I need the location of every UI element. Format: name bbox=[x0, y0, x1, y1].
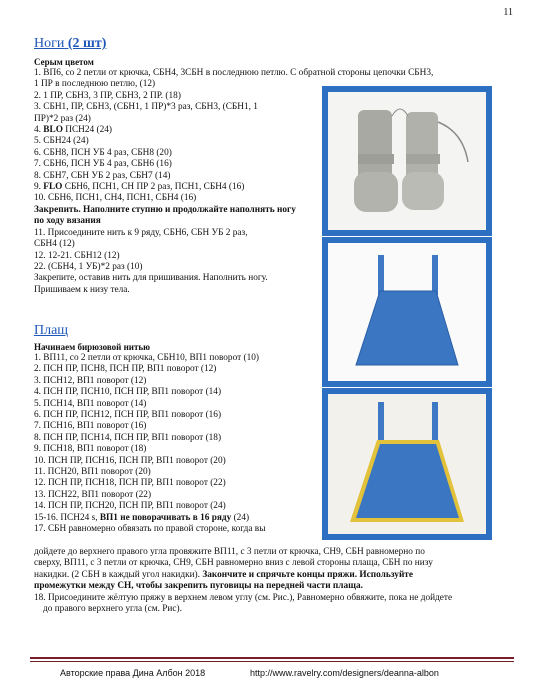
cloak-step: 13. ПСН22, ВП1 поворот (22) bbox=[34, 489, 152, 500]
legs-step: СБН4 (12) bbox=[34, 239, 75, 250]
legs-step: 7. СБН6, ПСН УБ 4 раз, СБН6 (16) bbox=[34, 159, 172, 170]
cloak-step-18-cont: до правого верхнего угла (см. Рис). bbox=[43, 604, 182, 615]
footer-url[interactable]: http://www.ravelry.com/designers/deanna-albon bbox=[250, 668, 439, 678]
legs-step: Пришиваем к низу тела. bbox=[34, 284, 130, 295]
legs-step: 6. СБН8, ПСН УБ 4 раз, СБН8 (20) bbox=[34, 147, 172, 158]
legs-step: 5. СБН24 (24) bbox=[34, 136, 89, 147]
cloak-step: 8. ПСН ПР, ПСН14, ПСН ПР, ВП1 поворот (18) bbox=[34, 432, 222, 443]
legs-step: 1. ВП6, со 2 петли от крючка, СБН4, 3СБН в последнюю петлю. С обратной стороны цепочки СБН3, bbox=[34, 68, 434, 78]
legs-step: 12. 12-21. СБН12 (12) bbox=[34, 250, 120, 261]
crochet-boots-image bbox=[328, 92, 486, 230]
cloak-step-18: 18. Присоедините жёлтую пряжу в верхнем левом углу (см. Рис.), Равномерно обвяжите, пока не дойдете bbox=[34, 592, 453, 603]
legs-title: Ноги bbox=[34, 36, 65, 51]
cloak-step: 6. ПСН ПР, ПСН12, ПСН ПР, ВП1 поворот (16) bbox=[34, 410, 222, 421]
cloak-step: 3. ПСН12, ВП1 поворот (12) bbox=[34, 375, 147, 386]
legs-fasten: Закрепить. Наполните ступню и продолжайте наполнять ногу bbox=[34, 204, 296, 215]
legs-step: 10. СБН6, ПСН1, СН4, ПСН1, СБН4 (16) bbox=[34, 193, 197, 204]
page-number: 11 bbox=[503, 7, 513, 18]
legs-step: 22. (СБН4, 1 УБ)*2 раз (10) bbox=[34, 261, 143, 272]
cloak-step: 4. ПСН ПР, ПСН10, ПСН ПР, ВП1 поворот (14) bbox=[34, 387, 222, 398]
legs-fasten-cont: по ходу вязания bbox=[34, 216, 101, 227]
cloak-steps-wide bbox=[34, 547, 514, 615]
legs-heading bbox=[34, 36, 106, 52]
legs-step-4: 4. BLO ПСН24 (24) bbox=[34, 125, 113, 136]
crochet-cloak-trimmed-image bbox=[328, 394, 486, 534]
boots-photo bbox=[322, 86, 492, 236]
cloak-step-17-cont: накидки. (2 СБН в каждый угол накидки). Закончите и спрячьте концы пряжи. Используйте bbox=[34, 569, 414, 580]
cloak-step-17-cont: сверху, ВП11, с 3 петли от крючка, СН9, СБН равномерно вниз с левой стороны плаща, СБН по низу bbox=[34, 558, 433, 569]
legs-count: (2 шт) bbox=[67, 36, 107, 51]
cloak-step: 14. ПСН ПР, ПСН20, ПСН ПР, ВП1 поворот (24) bbox=[34, 501, 226, 512]
legs-color-label: Серым цветом bbox=[34, 57, 94, 67]
footer-rule bbox=[30, 661, 514, 662]
cloak-step: 7. ПСН16, ВП1 поворот (16) bbox=[34, 421, 147, 432]
cloak-step-17: 17. СБН равномерно обвязать по правой стороне, когда вы bbox=[34, 524, 266, 535]
cloak-step: 5. ПСН14, ВП1 поворот (14) bbox=[34, 398, 147, 409]
legs-step: 1 ПР в последнюю петлю, (12) bbox=[34, 79, 156, 90]
footer-rule bbox=[30, 657, 514, 659]
cloak-photo-1 bbox=[322, 237, 492, 387]
cloak-step-17-cont: промежутки между СН, чтобы закрепить пуговицы на передней части плаща. bbox=[34, 581, 363, 592]
legs-step: 2. 1 ПР, СБН3, 3 ПР, СБН3, 2 ПР. (18) bbox=[34, 90, 181, 101]
legs-step: ПР)*2 раз (24) bbox=[34, 113, 91, 124]
cloak-step-15-16: 15-16. ПСН24 s, ВП1 не поворачивать в 16 ряду (24) bbox=[34, 512, 250, 523]
cloak-photo-2 bbox=[322, 388, 492, 540]
cloak-step: 11. ПСН20, ВП1 поворот (20) bbox=[34, 467, 151, 478]
legs-step: 3. СБН1, ПР, СБН3, (СБН1, 1 ПР)*3 раз, СБН3, (СБН1, 1 bbox=[34, 102, 258, 113]
legs-step: Закрепите, оставив нить для пришивания. Наполнить ногу. bbox=[34, 273, 268, 284]
cloak-step: 12. ПСН ПР, ПСН18, ПСН ПР, ВП1 поворот (22) bbox=[34, 478, 226, 489]
legs-step-9: 9. FLO СБН6, ПСН1, СН ПР 2 раз, ПСН1, СБН4 (16) bbox=[34, 182, 245, 193]
cloak-step-17-cont: дойдете до верхнего правого угла провяжите ВП11, с 3 петли от крючка, СН9, СБН равномерно по bbox=[34, 547, 425, 557]
legs-step: 11. Присоедините нить к 9 ряду, СБН6, СБН УБ 2 раз, bbox=[34, 227, 248, 238]
cloak-heading: Плащ bbox=[34, 323, 69, 338]
legs-step: 8. СБН7, СБН УБ 2 раз, СБН7 (14) bbox=[34, 170, 171, 181]
cloak-color-label: Начинаем бирюзовой нитью bbox=[34, 342, 151, 352]
cloak-step: 1. ВП11, со 2 петли от крючка, СБН10, ВП1 поворот (10) bbox=[34, 353, 259, 363]
footer-copyright: Авторские права Дина Албон 2018 bbox=[60, 668, 206, 678]
crochet-cloak-image bbox=[328, 243, 486, 381]
cloak-step: 10. ПСН ПР, ПСН16, ПСН ПР, ВП1 поворот (20) bbox=[34, 455, 226, 466]
cloak-step: 2. ПСН ПР, ПСН8, ПСН ПР, ВП1 поворот (12) bbox=[34, 364, 217, 375]
cloak-step: 9. ПСН18, ВП1 поворот (18) bbox=[34, 444, 147, 455]
